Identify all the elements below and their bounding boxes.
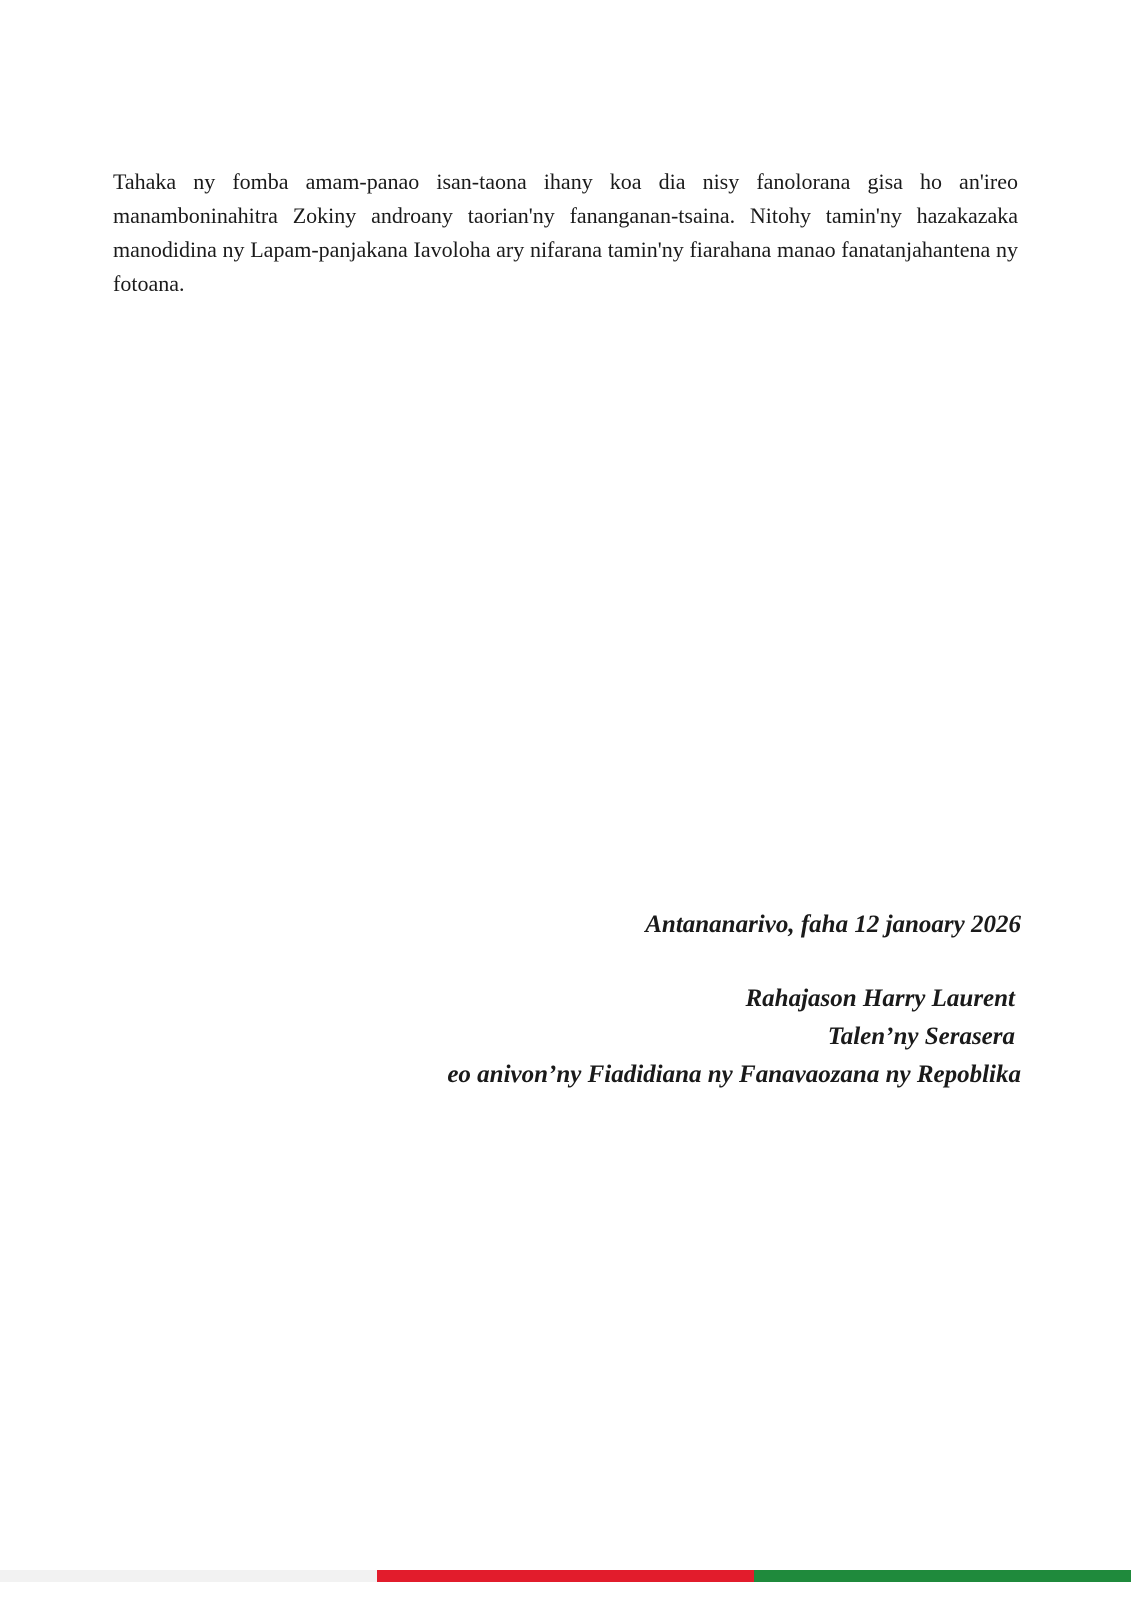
signer-title: Talen’ny Serasera (827, 1023, 1015, 1050)
signer-role: eo anivon’ny Fiadidiana ny Fanavaozana ny Repoblika (447, 1061, 1021, 1088)
place-date: Antananarivo, faha 12 janoary 2026 (645, 911, 1021, 938)
flag-color-band (0, 1570, 1131, 1582)
body-paragraph: Tahaka ny fomba amam-panao isan-taona ihany koa dia nisy fanolorana gisa ho an'ireo manamboninahitra Zokiny androany taorian'ny fananganan-tsaina. Nitohy tamin'ny hazakazaka manodidina ny Lapam-panjakana Iavoloha ary nifarana tamin'ny fiarahana manao fanatanjahantena ny fotoana. (113, 169, 1018, 296)
signer-name: Rahajason Harry Laurent (745, 985, 1015, 1012)
signature-block (321, 908, 1021, 1092)
flag-band-green (754, 1570, 1131, 1582)
flag-band-red (377, 1570, 754, 1582)
flag-band-white (0, 1570, 377, 1582)
